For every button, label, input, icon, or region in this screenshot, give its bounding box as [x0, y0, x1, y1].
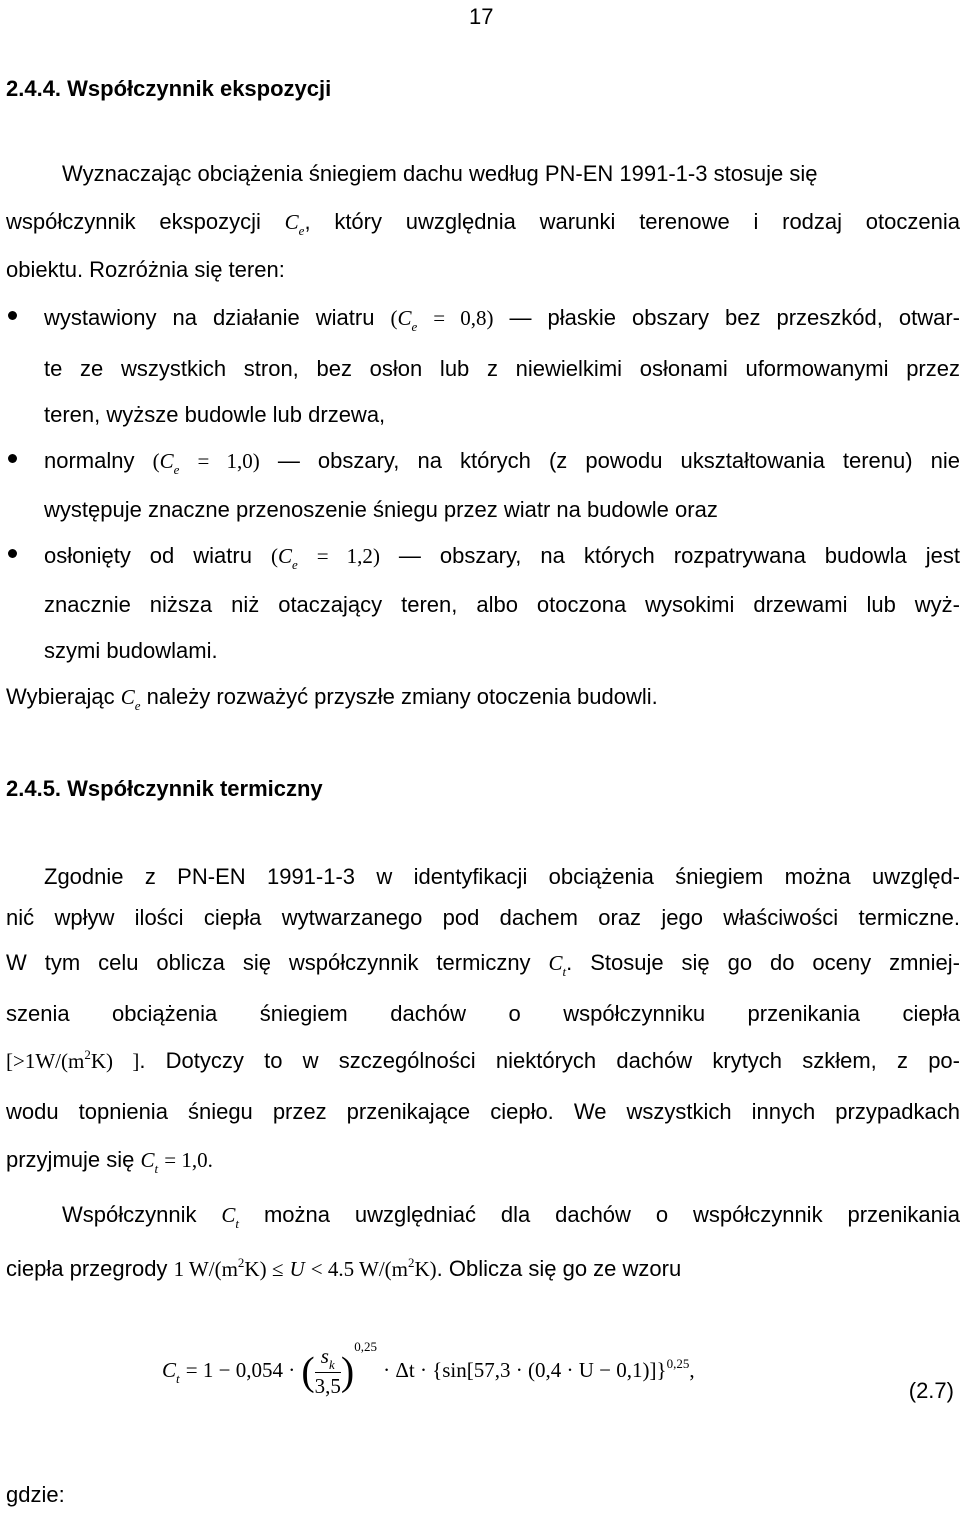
formula-frac-num: s [320, 1344, 329, 1368]
page-number: 17 [469, 4, 494, 29]
formula-exp-2: 0,25 [666, 1355, 690, 1371]
bullet-dot [8, 454, 17, 463]
exposure-para-line-3: obiektu. Rozróżnia się teren: [6, 257, 285, 282]
bullet-sheltered-line-2: znacznie niższa niż otaczający teren, albo otoczona wysokimi drzewami lub wyż- [44, 592, 960, 617]
exposure-para-line-1: Wyznaczając obciążenia śniegiem dachu według PN-EN 1991-1-3 stosuje się [62, 161, 818, 186]
thermal-para-line-5: [$>1W/(m^2K)$ ]. Dotyczy to w szczególności niektórych dachów krytych szkłem, z po- [6, 1047, 960, 1073]
formula-paren-close: ) [340, 1348, 355, 1394]
bullet-exposed-line-3: teren, wyższe budowle lub drzewa, [44, 402, 386, 427]
section-heading-thermal: 2.4.5. Współczynnik termiczny [6, 776, 323, 801]
formula-paren-open: ( [301, 1348, 315, 1394]
thermal-para-line-1: Zgodnie z PN-EN 1991-1-3 w identyfikacji obciążenia śniegiem można uwzględ- [44, 864, 960, 889]
bullet-exposed-line-2: te ze wszystkich stron, bez osłon lub z niewielkimi osłonami uformowanymi przez [44, 356, 960, 381]
bullet-normal-line-2: występuje znaczne przenoszenie śniegu przez wiatr na budowle oraz [44, 497, 718, 522]
bullet-sheltered-line-3: szymi budowlami. [44, 638, 218, 663]
formula-mid: · Δt · {sin[57,3 · (0,4 · U − 0,1)]} [383, 1357, 667, 1382]
thermal-para-line-8: Współczynnik $C_t$ można uwzględniać dla dachów o współczynnik przenikania [62, 1202, 960, 1231]
exposure-closing: Wybierając $C_e$ należy rozważyć przyszłe zmiany otoczenia budowli. [6, 684, 658, 713]
formula-2-7 [162, 1338, 782, 1423]
thermal-para-line-6: wodu topnienia śniegu przez przenikające ciepło. We wszystkich innych przypadkach [6, 1099, 960, 1124]
exposure-para-line-2: współczynnik ekspozycji $C_e$, który uwzględnia warunki terenowe i rodzaj otoczenia [6, 209, 960, 238]
gdzie-label: gdzie: [6, 1482, 65, 1507]
thermal-para-line-7: przyjmuje się $C_t = 1,0$. [6, 1147, 213, 1176]
bullet-normal-line-1: normalny $(C_e = 1,0)$ — obszary, na których (z powodu ukształtowania terenu) nie [44, 448, 960, 477]
formula-frac-num-sub: k [328, 1357, 335, 1372]
formula-exp-1: 0,25 [354, 1338, 377, 1354]
bullet-dot [8, 311, 17, 320]
formula-fraction [315, 1343, 341, 1399]
bullet-exposed-line-1: wystawiony na działanie wiatru $(C_e = 0,8)$ — płaskie obszary bez przeszkód, otwar- [44, 305, 960, 334]
bullet-dot [8, 549, 17, 558]
equation-label: (2.7) [908, 1378, 954, 1403]
bullet-sheltered-line-1: osłonięty od wiatru $(C_e = 1,2)$ — obszary, na których rozpatrywana budowla jest [44, 543, 960, 572]
section-heading-exposure: 2.4.4. Współczynnik ekspozycji [6, 76, 332, 101]
formula-lhs: = 1 − 0,054 · [185, 1357, 296, 1382]
thermal-para-line-3: W tym celu oblicza się współczynnik termiczny $C_t$. Stosuje się go do oceny zmniej- [6, 950, 960, 979]
formula-symbol-C: C [162, 1357, 177, 1382]
formula-sub-t: t [176, 1370, 180, 1386]
thermal-para-line-9: ciepła przegrody 1 $W/(m^2K) \le U < 4.5$ $W/(m^2K)$. Oblicza się go ze wzoru [6, 1255, 682, 1281]
formula-frac-den: 3,5 [314, 1374, 341, 1398]
thermal-para-line-2: nić wpływ ilości ciepła wytwarzanego pod dachem oraz jego właściwości termiczne. [6, 905, 960, 930]
thermal-para-line-4: szenia obciążenia śniegiem dachów o współczynniku przenikania ciepła [6, 1001, 960, 1026]
formula-end: , [689, 1357, 695, 1382]
